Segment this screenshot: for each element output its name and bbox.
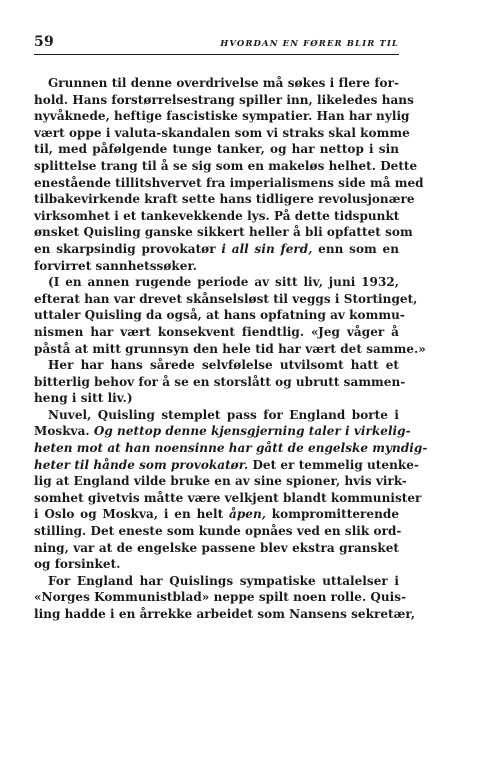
text-segment: bitterlig behov for å se en storslått og ubrutt sammen- [34, 374, 406, 389]
text-line [34, 423, 411, 440]
text-line [34, 92, 414, 109]
text-segment: Her har hans sårede selvfølelse utvilsomt hatt et [48, 358, 399, 373]
text-segment: enn som en [312, 241, 399, 256]
text-segment: stilling. Det eneste som kunde opnåes ved en slik ord- [34, 524, 402, 539]
text-line [34, 589, 407, 606]
text-segment: Nuvel, Quisling stemplet pass for England borte i [48, 407, 399, 422]
text-line [34, 506, 399, 523]
text-line [34, 540, 399, 557]
text-line [34, 457, 419, 474]
text-segment: hold. Hans forstørrelsestrang spiller inn, likeledes hans [34, 92, 414, 107]
text-line [34, 108, 410, 125]
text-segment: (I en annen rugende periode av sitt liv, juni 1932, [48, 275, 399, 290]
text-line [34, 258, 399, 275]
text-line [34, 208, 399, 225]
text-line [34, 556, 399, 573]
running-title: HVORDAN EN FØRER BLIR TIL [220, 39, 399, 49]
text-segment: ling hadde i en årrekke arbeidet som Nansens sekretær, [34, 607, 416, 621]
text-line [34, 573, 399, 590]
text-line [34, 158, 418, 175]
text-segment: ønsket Quisling ganske sikkert heller å bli opfattet som [34, 225, 413, 240]
text-line [34, 224, 413, 241]
text-line [34, 357, 399, 374]
text-segment: en skarpsindig provokatør [34, 241, 222, 256]
text-line [34, 291, 418, 308]
text-line [34, 241, 399, 258]
italic-text: heten mot at han noensinne har gått de engelske myndig- [34, 441, 428, 456]
text-segment: Moskva. [34, 424, 94, 439]
running-head [34, 34, 399, 52]
text-line [34, 175, 424, 192]
book-page [34, 34, 428, 623]
page-number: 59 [34, 34, 54, 50]
header-rule [34, 54, 399, 55]
text-line [34, 490, 422, 507]
text-segment: splittelse trang til å se sig som en makeløs helhet. Dette [34, 158, 418, 173]
text-segment: forvirret sannhetssøker. [34, 258, 197, 273]
text-segment: somhet givetvis måtte være velkjent blandt kommunister [34, 490, 422, 505]
text-line [34, 390, 399, 407]
text-segment: vært oppe i valuta-skandalen som vi straks skal komme [34, 125, 410, 140]
text-line [34, 274, 399, 291]
text-line [34, 407, 399, 424]
text-line [34, 440, 428, 457]
text-segment: «Norges Kommunistblad» neppe spilt noen rolle. Quis- [34, 590, 407, 605]
text-line [34, 523, 402, 540]
text-segment: kompromitterende [265, 507, 399, 522]
text-line [34, 324, 399, 341]
text-segment: til, med påfølgende tunge tanker, og har nettop i sin [34, 142, 399, 157]
italic-text: heter til hånde som provokatør. [34, 457, 249, 472]
text-line [34, 141, 399, 158]
text-segment: og forsinket. [34, 557, 121, 572]
text-line [34, 473, 407, 490]
text-segment: påstå at mitt grunnsyn den hele tid har vært det samme.» [34, 341, 426, 356]
text-segment: i Oslo og Moskva, i en helt [34, 507, 230, 522]
text-line [34, 374, 406, 391]
text-segment: nyvåknede, heftige fascistiske sympatier. Han har nylig [34, 109, 410, 124]
text-segment: enestående tillitshvervet fra imperialismens side må med [34, 175, 424, 190]
text-segment: nismen har vært konsekvent fiendtlig. «Jeg våger å [34, 324, 399, 339]
body-text [34, 75, 428, 623]
text-segment: For England har Quislings sympatiske uttalelser i [48, 573, 399, 588]
text-line [34, 606, 416, 623]
text-segment: Grunnen til denne overdrivelse må søkes i flere for- [48, 76, 399, 90]
text-segment: efterat han var drevet skånselsløst til veggs i Stortinget, [34, 291, 418, 306]
text-line [34, 125, 410, 142]
italic-text: i all sin ferd, [221, 241, 313, 256]
italic-text: Og nettop denne kjensgjerning taler i virkelig- [93, 424, 411, 439]
text-segment: lig at England vilde bruke en av sine spioner, hvis virk- [34, 474, 407, 489]
text-line [34, 341, 426, 358]
text-segment: ning, var at de engelske passene blev ekstra gransket [34, 540, 399, 555]
italic-text: åpen, [229, 507, 266, 522]
text-line [34, 75, 399, 92]
text-line [34, 307, 405, 324]
text-segment: uttaler Quisling da også, at hans opfatning av kommu- [34, 308, 405, 323]
text-segment: virksomhet i et tankevekkende lys. På dette tidspunkt [34, 208, 400, 223]
text-segment: heng i sitt liv.) [34, 391, 133, 406]
text-line [34, 191, 415, 208]
text-segment: Det er temmelig utenke- [248, 457, 419, 472]
text-segment: tilbakevirkende kraft sette hans tidligere revolusjonære [34, 192, 415, 207]
